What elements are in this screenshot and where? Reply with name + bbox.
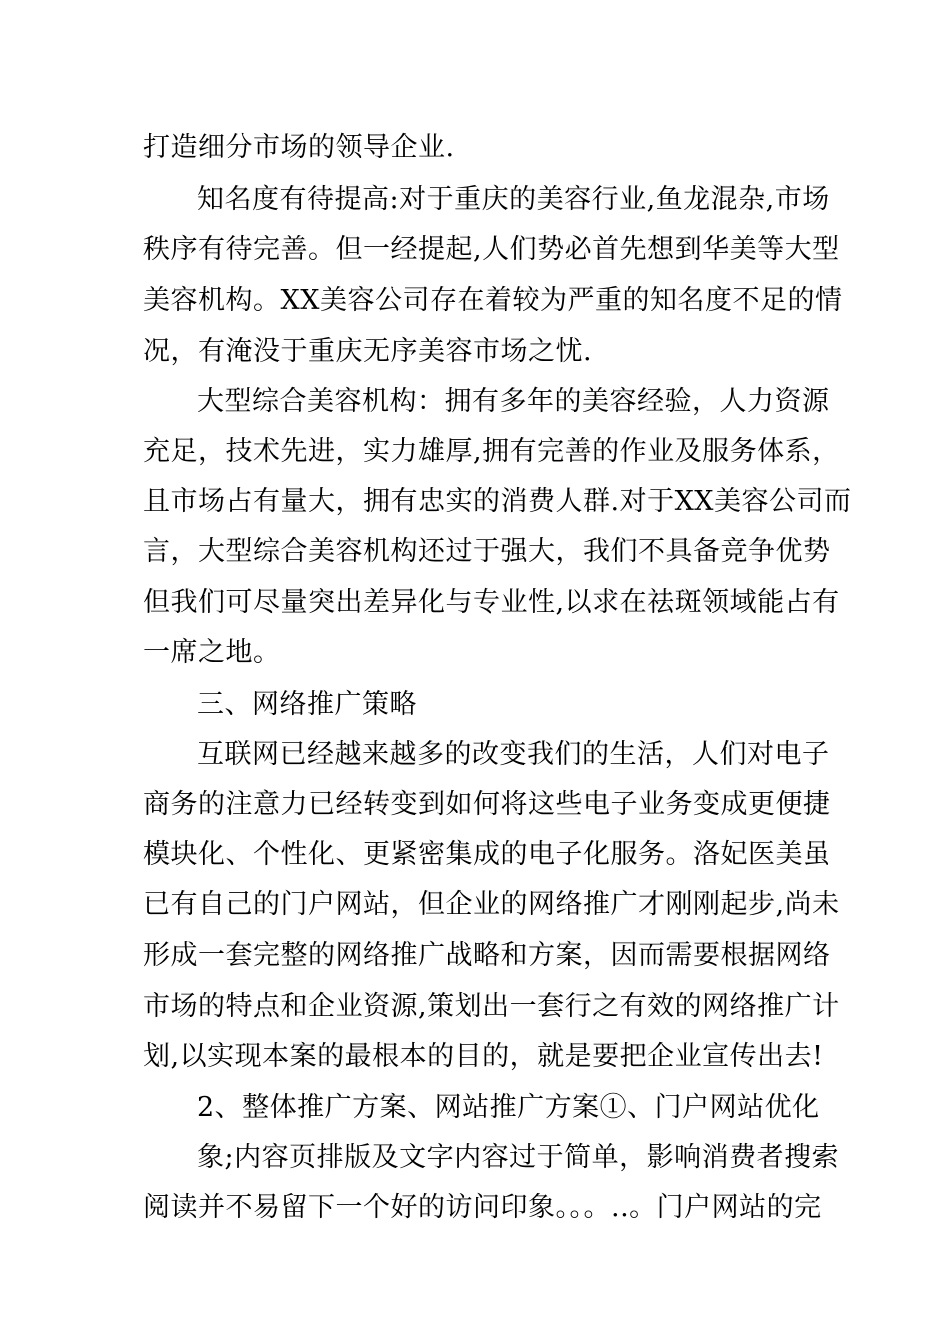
subsection-heading: 2、整体推广方案、网站推广方案①、门户网站优化 <box>197 1092 820 1123</box>
text-line-17: 形成一套完整的网络推广战略和方案，因而需要根据网络 <box>143 940 831 971</box>
text-line-3: 秩序有待完善。但一经提起,人们势必首先想到华美等大型 <box>143 234 840 265</box>
text-line-13: 互联网已经越来越多的改变我们的生活，人们对电子 <box>197 739 830 770</box>
text-line-1: 打造细分市场的领导企业. <box>143 132 455 163</box>
text-line-8: 且市场占有量大，拥有忠实的消费人群.对于XX美容公司而 <box>143 486 852 517</box>
text-line-15: 模块化、个性化、更紧密集成的电子化服务。洛妃医美虽 <box>143 839 831 870</box>
text-line-9: 言，大型综合美容机构还过于强大，我们不具备竞争优势 <box>143 536 831 567</box>
text-line-21: 象;内容页排版及文字内容过于简单，影响消费者搜索 <box>197 1142 840 1173</box>
text-line-19: 划,以实现本案的最根本的目的，就是要把企业宣传出去! <box>143 1041 824 1072</box>
text-line-18: 市场的特点和企业资源,策划出一套行之有效的网络推广计 <box>143 991 840 1022</box>
text-line-4: 美容机构。XX美容公司存在着较为严重的知名度不足的情 <box>143 285 843 316</box>
text-line-5: 况，有淹没于重庆无序美容市场之忧. <box>143 336 593 367</box>
text-line-16: 已有自己的门户网站，但企业的网络推广才刚刚起步,尚未 <box>143 889 840 920</box>
text-line-22: 阅读并不易留下一个好的访问印象。。。..。门户网站的完 <box>143 1192 822 1223</box>
text-line-11: 一席之地。 <box>143 637 281 668</box>
text-line-10: 但我们可尽量突出差异化与专业性,以求在祛斑领域能占有 <box>143 587 840 618</box>
text-line-14: 商务的注意力已经转变到如何将这些电子业务变成更便捷 <box>143 789 831 820</box>
text-line-2: 知名度有待提高:对于重庆的美容行业,鱼龙混杂,市场 <box>197 184 830 215</box>
section-heading: 三、网络推广策略 <box>197 689 417 720</box>
text-line-6: 大型综合美容机构：拥有多年的美容经验，人力资源 <box>197 386 830 417</box>
text-line-7: 充足，技术先进，实力雄厚,拥有完善的作业及服务体系， <box>143 436 840 467</box>
